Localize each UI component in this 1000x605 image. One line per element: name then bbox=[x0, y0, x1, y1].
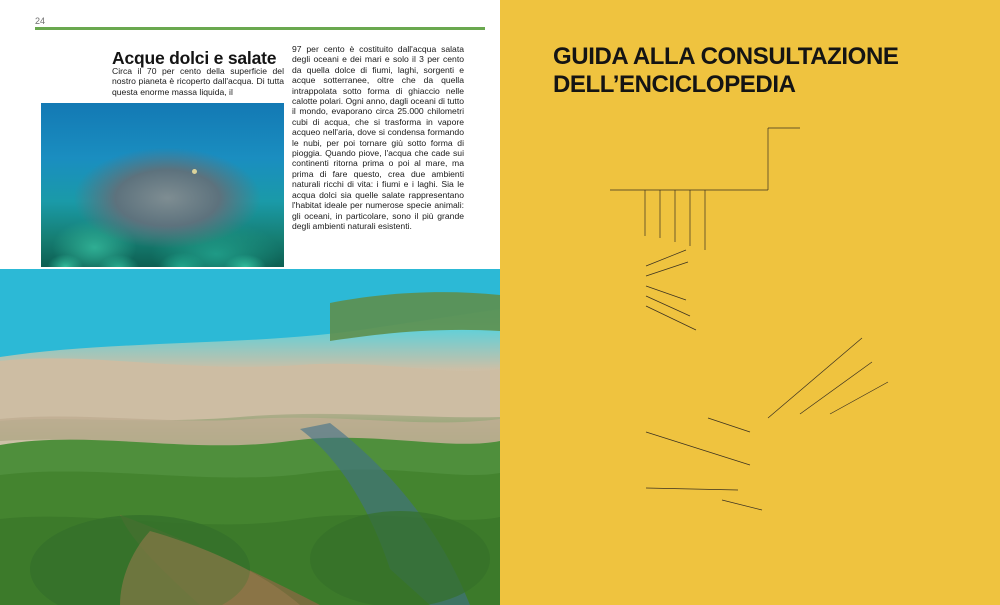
coral-reef-detail bbox=[41, 223, 284, 267]
header-rule bbox=[35, 27, 485, 30]
page-number: 24 bbox=[35, 16, 46, 26]
fish-photo bbox=[41, 103, 284, 267]
article-intro-column: Circa il 70 per cento della superficie del nostro pianeta è ricoperto dall'acqua. Di tutta questa enorme massa liquida, il bbox=[112, 66, 284, 97]
page-title: Acque dolci e salate bbox=[112, 48, 277, 68]
right-page bbox=[500, 0, 1000, 605]
fish-eye-detail bbox=[192, 169, 197, 174]
article-body-column: 97 per cento è costituito dall'acqua salata degli oceani e dei mari e solo il 3 per cento da quella dolce di fiumi, laghi, sorgenti e acque sotterranee, oltre che da quella intrappolata sotto forma di ghiaccio nelle calotte polari. Ogni anno, dagli oceani di tutto il mondo, evaporano circa 25.000 chilometri cubi di acqua, che si trasforma in vapore acqueo nell'aria, dove si condensa formando le nubi, per poi tornare giù sotto forma di pioggia. Quando piove, l'acqua che cade sui continenti ritorna prima o poi al mare, ma prima di fare questo, crea due ambienti naturali ricchi di vita: i fiumi e i laghi. Sia le acqua dolci sia quelle salate rappresentano l'habitat ideale per numerose specie animali: gli oceani, in particolare, sono il più grande degli ambienti naturali esistenti. bbox=[292, 44, 464, 231]
landscape-detail bbox=[0, 269, 500, 605]
guide-title: GUIDA ALLA CONSULTAZIONE DELL’ENCICLOPEDIA bbox=[553, 43, 899, 98]
aerial-landscape-photo bbox=[0, 269, 500, 605]
